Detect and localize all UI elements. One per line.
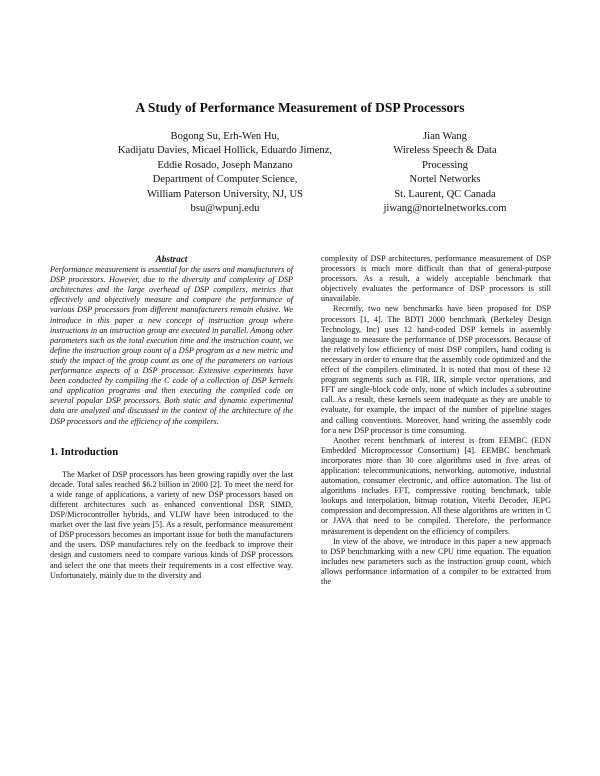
body-paragraph: Another recent benchmark of interest is from EEMBC (EDN Embedded Microprocessor Consortium) [4]. EEMBC benchmark incorporates more than 30 core algorithms used in five areas of application: telecommunications, networking, automotive, industrial automation, consumer electronic, and office automation. The list of algorithms includes FFT, compressive routing benchmark, table lookups and interpolation, bitmap rotation, Viterbi Decoder, JEPG compression and decompression. All these algorithms are written in C or JAVA that need to be compiled. Therefore, the performance measurement is dependent on the efficiency of compilers.	[321, 435, 551, 536]
affiliation-line: Wireless Speech & Data	[393, 145, 497, 157]
intro-paragraph: The Market of DSP processors has been growing rapidly over the last decade. Total sales reached $6.2 billion in 2000 [2]. To meet the need for a wide range of applications, a variety of new DSP processors based on different architectures such as enhanced conventional DSP, SIMD, DSP/Microcontroller hybrids, and VLIW have been introduced to the market over the last five years [5]. As a result, performance measurement of DSP processors becomes an important issue for both the manufacturers and the users. DSP manufactures rely on the feedback to improve their design and customers need to compare various kinds of DSP processors and select the one that meets their requirements in a cost effective way. Unfortunately, mainly due to the diversity and	[50, 469, 293, 580]
left-column	[50, 254, 293, 581]
abstract-heading: Abstract	[155, 254, 188, 264]
authors-block-left	[90, 130, 360, 216]
paper-title: A Study of Performance Measurement of DSP Processors	[135, 100, 465, 115]
authors-block-right	[360, 130, 530, 216]
abstract-text: Performance measurement is essential for the users and manufacturers of DSP processors. However, due to the diversity and complexity of DSP architectures and the large overhead of DSP compilers, metrics that effectively and objectively measure and compare the performance of various DSP processors from different manufacturers remain elusive. We introduce in this paper a new concept of instruction group where instructions in an instruction group are executed in parallel. Among other parameters such as the total execution time and the instruction count, we define the instruction group count of a DSP program as a new metric and study the impact of the group count as one of the parameters on various performance aspects of a DSP processor. Extensive experiments have been conducted by compiling the C code of a collection of DSP kernels and application programs and then executing the compiled code on several popular DSP processors. Both static and dynamic experimental data are analyzed and discussed in the context of the architecture of the DSP processors and the efficiency of the compilers.	[50, 265, 293, 426]
author-email: bsu@wpunj.edu	[190, 203, 260, 215]
body-paragraph: complexity of DSP architectures, performance measurement of DSP processors is much more difficult than that of general-purpose processors. As a result, a widely acceptable benchmark that objectively evaluates the performance of DSP processors is still unavailable.	[321, 254, 551, 304]
body-paragraph: In view of the above, we introduce in this paper a new approach to DSP benchmarking with a new CPU time equation. The equation includes new parameters such as the instruction group count, which allows performance information of a compiler to be extracted from the	[321, 536, 551, 586]
right-column	[321, 254, 551, 587]
affiliation-line: William Paterson University, NJ, US	[146, 188, 303, 200]
author-line: Jian Wang	[423, 131, 467, 142]
author-email: jiwang@nortelnetworks.com	[383, 203, 507, 215]
author-line: Kadijatu Davies, Micael Hollick, Eduardo Jimenz,	[117, 145, 333, 157]
affiliation-line: Nortel Networks	[409, 174, 481, 186]
affiliation-line: Processing	[422, 159, 468, 171]
body-paragraph: Recently, two new benchmarks have been proposed for DSP processors [1, 4]. The BDTI 2000 benchmark (Berkeley Design Technology, Inc) uses 12 hand-coded DSP kernels in assembly language to measure the performance of DSP processors. Because of the relatively low efficiency of most DSP compilers, hand coding is necessary in order to ensure that the assembly code optimized and the effect of the compilers eliminated. It is noted that most of these 12 program segments such as FIR, IIR, simple vector operations, and FFT are single-block code only, none of which includes a subroutine call. As a result, these kernels seem inadequate as they are unable to evaluate, for example, the impact of the number of pipeline stages and calling conventions. Moreover, hand writing the assembly code for a new DSP processor is time consuming.	[321, 304, 551, 435]
author-line: Bogong Su, Erh-Wen Hu,	[170, 131, 280, 142]
author-line: Eddie Rosado, Joseph Manzano	[157, 159, 293, 171]
section-heading-introduction: 1. Introduction	[50, 446, 119, 458]
affiliation-line: St. Laurent, QC Canada	[394, 188, 496, 200]
affiliation-line: Department of Computer Science,	[152, 174, 298, 186]
